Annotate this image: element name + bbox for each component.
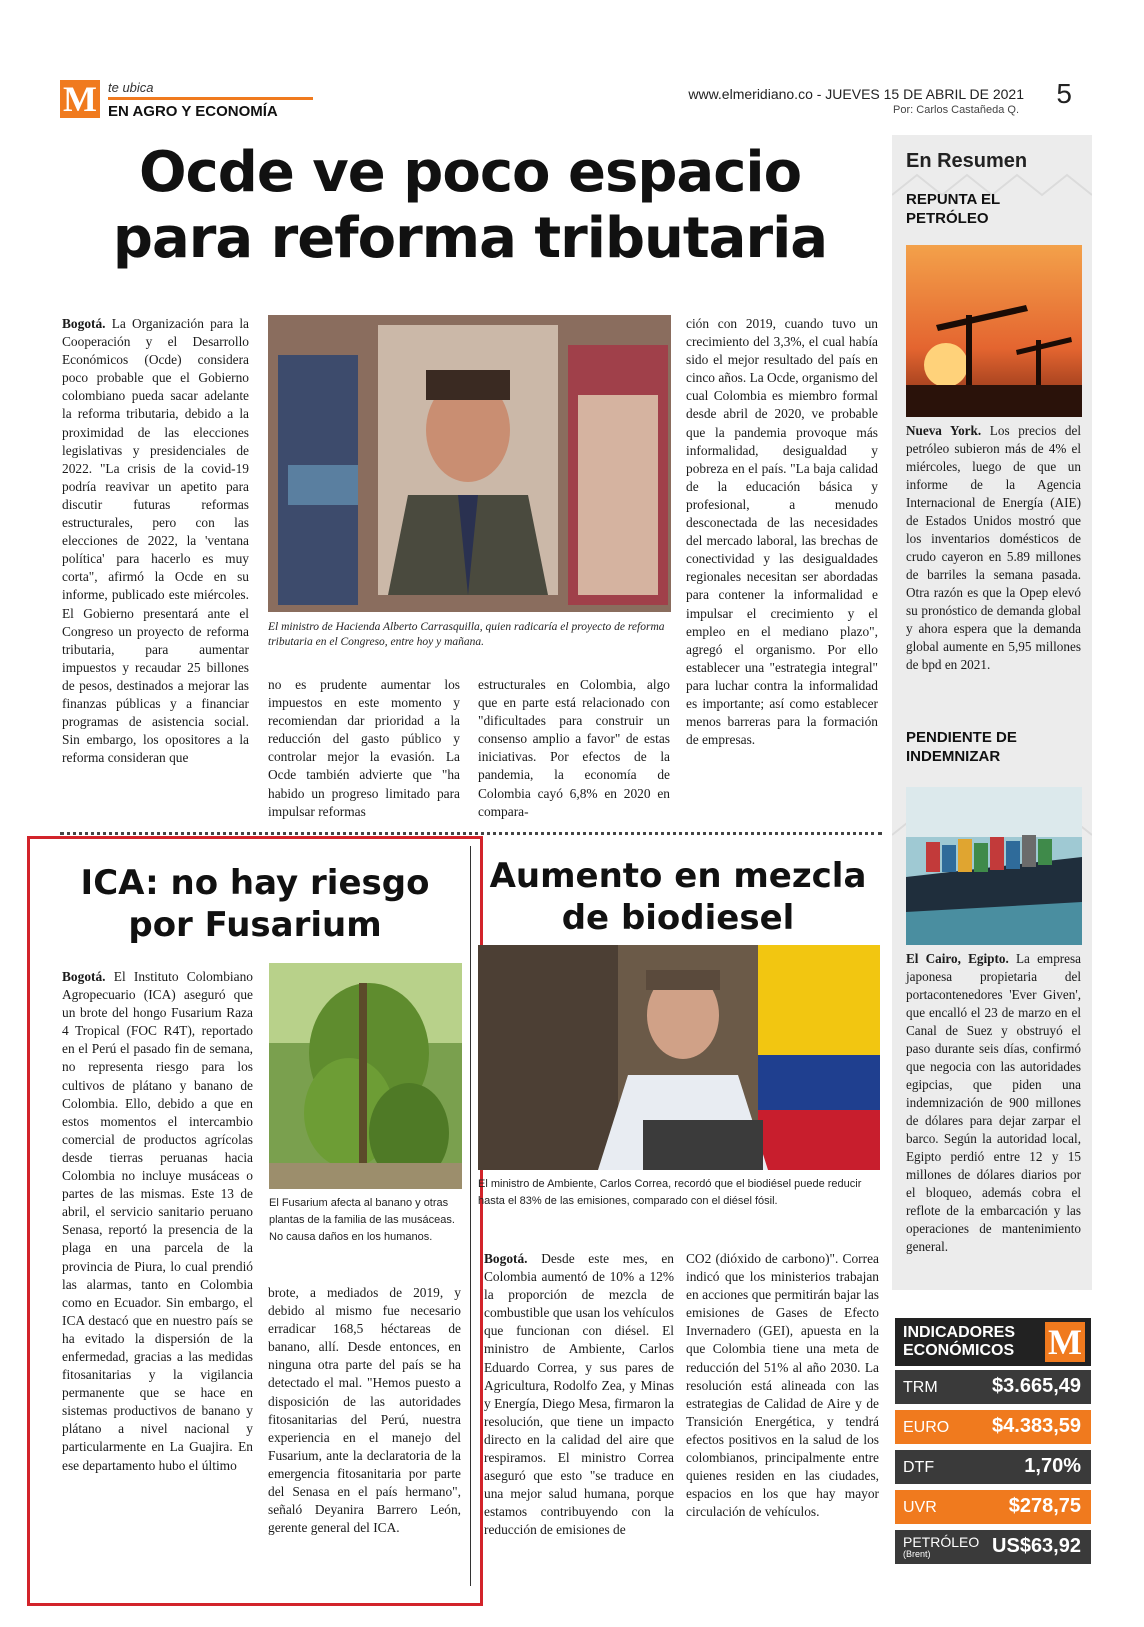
main-photo-caption: El ministro de Hacienda Alberto Carrasquilla, quien radicaría el proyecto de reforma tributaria en el Congreso, entre hoy y mañana.: [268, 621, 665, 648]
ica-col1-text: El Instituto Colombiano Agropecuario (ICA) aseguró que un brote del hongo Fusarium Raza 4 Tropical (FOC R4T), reportado en el Perú el pasado fin de semana, no representa riesgo para los cultivos de plátano y banano de Colombia. Ello, debido a que en estos momentos el intercambio comercial de productos agrícolas desde tierras peruanas hacia Colombia no incluye musáceas o partes de las mismas. Este 13 de abril, el servicio sanitario peruano Senasa, reportó la presencia de la plaga en una parcela de la provincia de Piura, lo cual prendió las alarmas, tanto en Colombia como en Ecuador. Sin embargo, el ICA destacó que en nuestro país se ha evitado la dispersión de la enfermedad, gracias a las medidas fitosanitarias y la vigilancia permanente que se hace en sistemas productivos de banano y plátano a nivel nacional y particularmente en La Guajira. En ese departamento hubo el último: [62, 969, 253, 1473]
main-col1-text: La Organización para la Cooperación y el Desarrollo Económicos (Ocde) considera poco probable que el Gobierno colombiano pueda sacar adelante la reforma tributaria, debido a la proximidad de las elecciones legislativas y presidenciales de 2022. "La crisis de la covid-19 podría reavivar un apetito para discutir futuras reformas estructurales, pero con las elecciones de 2022, la 'ventana política' para hacerlo es muy corta", afirmó la Ocde en su informe, publicado este miércoles. El Gobierno presentará ante el Congreso un proyecto de reforma tributaria, para aumentar impuestos y recaudar 25 billones de pesos, destinados a mejorar las finanzas públicas y a financiar programas de asistencia social. Sin embargo, los opositores a la reforma consideran que: [62, 316, 249, 766]
indicator-value: $3.665,49: [992, 1375, 1081, 1397]
indicator-value: US$63,92: [992, 1535, 1081, 1557]
main-article-col2: no es prudente aumentar los impuestos en este momento y recomiendan dar prioridad a la reducción del gasto público y controlar mejor la evasión. La Ocde también advierte que "ha habido un progreso limitado para impulsar reformas: [268, 677, 460, 819]
main-headline-line1: Ocde ve poco espacio: [138, 140, 802, 205]
ica-article-col2: brote, a mediados de 2019, y debido al mismo fue necesario erradicar 168,5 héctareas de banano, allí. Desde entonces, en ninguna otra parte del país se ha detectado el mal. "Hemos puesto a disposición de las autoridades fitosanitarias del Perú, nuestra experiencia en el manejo del Fusarium, ante la declaratoria de la emergencia fitosanitaria por parte del Senasa en el país hermano", señaló Deyanira Barrero León, gerente general del ICA.: [268, 1285, 461, 1536]
banana-photo-caption: El Fusarium afecta al banano y otras plantas de la familia de las musáceas. No causa daños en los humanos.: [269, 1197, 455, 1243]
section-tag-rule: [108, 97, 313, 100]
indicator-row: [895, 1450, 1091, 1484]
sidebar-item2-head: PENDIENTE DE INDEMNIZAR: [906, 729, 1017, 765]
biodiesel-dateline: Bogotá.: [484, 1251, 528, 1266]
indicator-value: $278,75: [1008, 1495, 1081, 1517]
page-number: 5: [1056, 78, 1072, 109]
indicator-row: [895, 1530, 1091, 1564]
environment-minister-photo: [478, 945, 880, 1170]
indicator-row: [895, 1410, 1091, 1444]
biodiesel-headline: [478, 855, 878, 939]
biodiesel-col1-text: Desde este mes, en Colombia aumentó de 10% a 12% la proporción de mezcla de combustible que usan los vehículos que funcionan con diésel. El ministro de Ambiente, Carlos Eduardo Correa, y sus pares de Agricultura, Rodolfo Zea, y Minas y Energía, Diego Mesa, firmaron la resolución, que tiene un impacto directo en la calidad del aire que respiramos. El ministro Correa aseguró que esto "se traduce en una mejor salud humana, porque estamos contribuyendo con la reducción de emisiones de: [484, 1251, 674, 1538]
section-tag-title: EN AGRO Y ECONOMÍA: [108, 103, 278, 120]
indicators-header: [895, 1318, 1091, 1366]
biodiesel-headline-line1: Aumento en mezcla: [489, 856, 867, 896]
ica-headline-line1: ICA: no hay riesgo: [80, 863, 430, 903]
indicators-title: INDICADORES ECONÓMICOS: [903, 1324, 1016, 1359]
main-headline-line2: para reforma tributaria: [112, 206, 828, 271]
sidebar-item2-text: [906, 950, 1081, 1256]
section-tag: [108, 80, 313, 120]
indicator-row: [895, 1370, 1091, 1404]
sidebar-item1-head: REPUNTA EL PETRÓLEO: [906, 191, 1000, 227]
biodiesel-article-col2: CO2 (dióxido de carbono)". Correa indicó que los ministerios trabajan en acciones que permitirán bajar las emisiones de Gases de Efecto Invernadero (GEI), apuesta en la que Colombia tiene una meta de reducción del 51% al año 2030. La resolución está alineada con las estrategias de Calidad de Aire y de Transición Energética, y tendrá efectos positivos en la salud de los colombianos, principalmente entre quienes residen en las ciudades, espacios en los que hay mayor circulación de vehículos.: [686, 1251, 879, 1520]
environment-photo-caption: El ministro de Ambiente, Carlos Correa, recordó que el biodiésel puede reducir hasta el 83% de las emisiones, comparado con el diésel fósil.: [478, 1178, 862, 1207]
main-headline: [70, 140, 870, 272]
indicator-row: [895, 1490, 1091, 1524]
indicator-label: UVR: [903, 1499, 937, 1516]
section-tag-small: te ubica: [108, 80, 154, 95]
indicator-label: DTF: [903, 1459, 935, 1476]
oil-pumps-photo: [906, 245, 1082, 417]
sidebar-item2-body: La empresa japonesa propietaria del portacontenedores 'Ever Given', que encalló el 23 de marzo en el Canal de Suez y obstruyó el paso durante seis días, confirmó que negocia con las autoridades egipcias, que piden una indemnización de 900 millones de dólares para dejar zarpar el barco. Según la autoridad local, Egipto perdió entre 12 y 15 millones de dólares diarios por el bloqueo, además cobra el reflote de la embarcación y las operaciones de mantenimiento general.: [906, 951, 1082, 1254]
indicator-value: 1,70%: [1024, 1455, 1081, 1477]
brand-logo: M: [60, 80, 100, 118]
indicator-sublabel: (Brent): [903, 1549, 931, 1559]
biodiesel-headline-line2: de biodiesel: [561, 898, 795, 938]
main-article-col1: [62, 315, 249, 820]
indicators-logo: M: [1045, 1322, 1085, 1362]
indicator-value: $4.383,59: [992, 1415, 1081, 1437]
main-article-col3: estructurales en Colombia, algo que en parte está relacionado con "dificultades para construir un consenso amplio a favor" de estas iniciativas. Por efectos de la pandemia, la economía de Colombia cayó 6,8% en 2020 en compara-: [478, 677, 670, 819]
sidebar-item1-body: Los precios del petróleo subieron más de 4% el miércoles, luego de que un informe de la Agencia Internacional de Energía (AIE) de Estados Unidos mostró que los inventarios domésticos de crudo cayeron en 5.89 millones de barriles la semana pasada. Otra razón es que la Opep elevó su pronóstico de demanda global y ahora espera que la demanda global aumente en 5,95 millones de bpd en 2021.: [906, 423, 1081, 672]
section-separator: [60, 832, 882, 835]
sidebar-item1-text: [906, 422, 1081, 674]
minister-photo: [268, 315, 671, 612]
byline: Por: Carlos Castañeda Q.: [893, 104, 1019, 116]
sidebar-item1-lead: Nueva York.: [906, 423, 982, 438]
banana-photo: [269, 963, 462, 1189]
ica-dateline: Bogotá.: [62, 969, 106, 984]
indicator-label: EURO: [903, 1419, 950, 1436]
sidebar-title: En Resumen: [906, 150, 1028, 172]
main-article-col4: ción con 2019, cuando tuvo un crecimiento del 3,3%, el cual había sido el mejor resultado del país en cinco años. La Ocde, organismo del cual Colombia es miembro formal desde abril de 2020, ve probable que la pandemia provoque más informalidad, desigualdad y pobreza en el país. "La baja calidad de la educación básica y profesional, a menudo desconectada de las necesidades del mercado laboral, las brechas de conectividad y las desigualdades regionales necesitan ser abordadas para contener la informalidad e impulsar el crecimiento y el empleo en el mediano plazo", agregó el organismo. Por ello establecer una "estrategia integral" para luchar contra la informalidad es importante; así como establecer menos barreras para la formación de empresas.: [686, 316, 878, 748]
sidebar-item2-lead: El Cairo, Egipto.: [906, 951, 1009, 966]
indicator-label: TRM: [903, 1379, 938, 1396]
ica-article-col1: [62, 968, 253, 1598]
dateline: www.elmeridiano.co - JUEVES 15 DE ABRIL DE 2021: [688, 86, 1024, 102]
indicator-label: PETRÓLEO (Brent): [903, 1534, 980, 1559]
dateline-bogota: Bogotá.: [62, 316, 106, 331]
biodiesel-article-col1: [484, 1250, 674, 1595]
ica-headline-line2: por Fusarium: [128, 905, 382, 945]
ica-headline: [50, 862, 460, 946]
ship-photo: [906, 787, 1082, 945]
column-rule: [470, 846, 471, 1586]
